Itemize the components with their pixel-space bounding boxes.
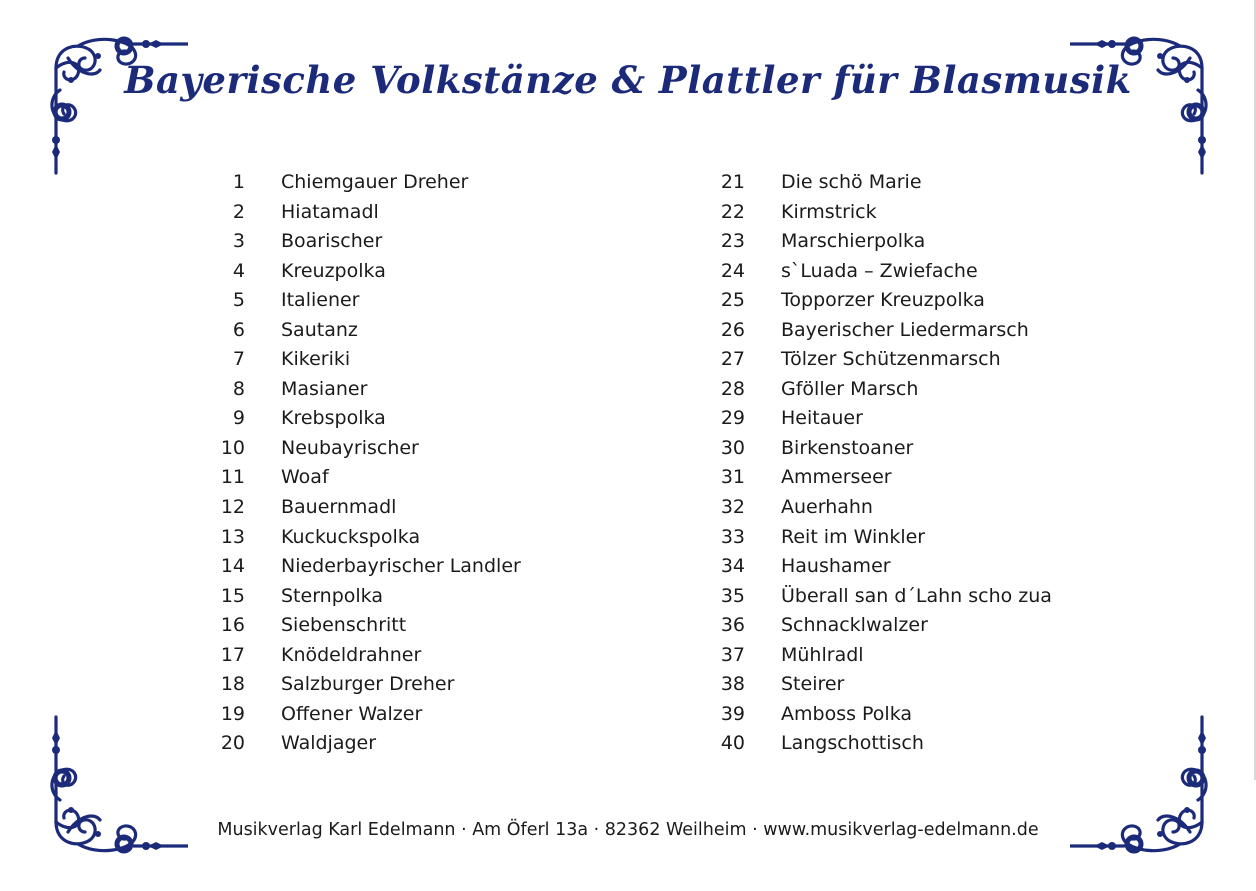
item-title: Offener Walzer (281, 702, 423, 725)
list-item (205, 463, 625, 493)
list-item (705, 375, 1125, 405)
item-number: 1 (232, 171, 245, 193)
list-item (705, 493, 1125, 523)
item-number: 32 (720, 496, 745, 519)
item-title: Woaf (281, 466, 329, 489)
item-number: 37 (720, 643, 745, 666)
item-number: 10 (220, 436, 245, 459)
item-title: s`Luada – Zwiefache (781, 259, 978, 282)
item-number: 28 (720, 377, 745, 400)
item-number: 6 (232, 318, 245, 341)
list-item (705, 434, 1125, 464)
item-title: Boarischer (281, 230, 383, 253)
list-item (205, 523, 625, 553)
song-list-left (205, 168, 625, 759)
item-title: Haushamer (781, 555, 891, 578)
item-title: Tölzer Schützenmarsch (781, 348, 1001, 371)
item-number: 25 (720, 289, 745, 312)
item-title: Siebenschritt (281, 614, 407, 637)
item-number: 39 (720, 702, 745, 725)
item-number: 36 (720, 614, 745, 637)
item-number: 2 (232, 200, 245, 223)
item-number: 13 (220, 525, 245, 548)
list-item (705, 582, 1125, 612)
item-title: Kreuzpolka (281, 259, 386, 282)
item-title: Reit im Winkler (781, 525, 926, 548)
list-item (205, 198, 625, 228)
item-title: Marschierpolka (781, 230, 926, 253)
list-item (205, 257, 625, 287)
item-title: Neubayrischer (281, 436, 419, 459)
list-item (205, 375, 625, 405)
item-number: 22 (720, 200, 745, 223)
item-title: Krebspolka (281, 407, 386, 430)
item-number: 34 (720, 555, 745, 578)
item-title: Sautanz (281, 318, 358, 341)
item-title: Bauernmadl (281, 496, 397, 519)
list-item (205, 404, 625, 434)
item-number: 9 (232, 407, 245, 430)
list-item (205, 641, 625, 671)
list-item (205, 286, 625, 316)
item-title: Sternpolka (281, 584, 383, 607)
list-item (205, 493, 625, 523)
list-item (705, 168, 1125, 198)
item-title: Kirmstrick (781, 200, 877, 223)
list-item (705, 286, 1125, 316)
page-title: Bayerische Volkstänze & Plattler für Blasmusik (124, 58, 1132, 102)
item-title: Auerhahn (781, 496, 873, 519)
item-title: Gföller Marsch (781, 377, 919, 400)
item-title: Schnacklwalzer (781, 614, 928, 637)
list-item (205, 434, 625, 464)
item-number: 8 (232, 377, 245, 400)
item-number: 38 (720, 673, 745, 696)
item-number: 35 (720, 584, 745, 607)
list-item (705, 345, 1125, 375)
list-item (205, 729, 625, 759)
list-item (705, 552, 1125, 582)
item-title: Heitauer (781, 407, 863, 430)
song-list-right (705, 168, 1125, 759)
item-title: Kikeriki (281, 348, 351, 371)
item-title: Birkenstoaner (781, 436, 914, 459)
item-title: Salzburger Dreher (281, 673, 455, 696)
item-number: 23 (720, 230, 745, 253)
list-item (705, 611, 1125, 641)
item-number: 7 (232, 348, 245, 371)
item-number: 33 (720, 525, 745, 548)
list-item (705, 227, 1125, 257)
item-number: 21 (720, 171, 745, 193)
list-item (705, 316, 1125, 346)
list-item (705, 463, 1125, 493)
item-number: 18 (220, 673, 245, 696)
item-number: 3 (232, 230, 245, 253)
item-title: Knödeldrahner (281, 643, 422, 666)
list-item (705, 257, 1125, 287)
item-number: 30 (720, 436, 745, 459)
list-item (705, 198, 1125, 228)
item-title: Chiemgauer Dreher (281, 171, 469, 193)
item-number: 14 (220, 555, 245, 578)
item-title: Masianer (281, 377, 368, 400)
item-title: Mühlradl (781, 643, 864, 666)
item-title: Niederbayrischer Landler (281, 555, 521, 578)
list-item (205, 700, 625, 730)
item-title: Kuckuckspolka (281, 525, 421, 548)
item-number: 11 (220, 466, 245, 489)
item-number: 31 (720, 466, 745, 489)
list-item (705, 670, 1125, 700)
list-item (705, 729, 1125, 759)
item-number: 5 (232, 289, 245, 312)
item-number: 24 (720, 259, 745, 282)
item-number: 16 (220, 614, 245, 637)
list-item (205, 552, 625, 582)
item-title: Amboss Polka (781, 702, 913, 725)
publisher-footer: Musikverlag Karl Edelmann · Am Öferl 13a · 82362 Weilheim · www.musikverlag-edelmann.de (217, 820, 1039, 840)
item-title: Hiatamadl (281, 200, 379, 223)
list-item (705, 523, 1125, 553)
list-item (205, 670, 625, 700)
list-item (205, 611, 625, 641)
list-item (205, 316, 625, 346)
item-number: 12 (220, 496, 245, 519)
item-number: 26 (720, 318, 745, 341)
list-item (205, 582, 625, 612)
item-title: Steirer (781, 673, 845, 696)
item-number: 15 (220, 584, 245, 607)
item-title: Topporzer Kreuzpolka (781, 289, 985, 312)
item-number: 29 (720, 407, 745, 430)
list-item (705, 700, 1125, 730)
item-number: 40 (720, 732, 745, 755)
list-item (205, 227, 625, 257)
list-item (205, 345, 625, 375)
list-item (705, 641, 1125, 671)
item-title: Ammerseer (781, 466, 892, 489)
flourish-ornament-icon (1070, 28, 1220, 178)
item-title: Waldjager (281, 732, 377, 755)
item-title: Italiener (281, 289, 360, 312)
item-number: 20 (220, 732, 245, 755)
item-title: Bayerischer Liedermarsch (781, 318, 1029, 341)
item-number: 27 (720, 348, 745, 371)
item-title: Langschottisch (781, 732, 924, 755)
list-item (705, 404, 1125, 434)
item-number: 17 (220, 643, 245, 666)
item-title: Überall san d´Lahn scho zua (781, 584, 1052, 607)
item-number: 4 (232, 259, 245, 282)
flourish-ornament-icon (38, 28, 188, 178)
list-item (205, 168, 625, 198)
item-number: 19 (220, 702, 245, 725)
item-title: Die schö Marie (781, 171, 922, 193)
